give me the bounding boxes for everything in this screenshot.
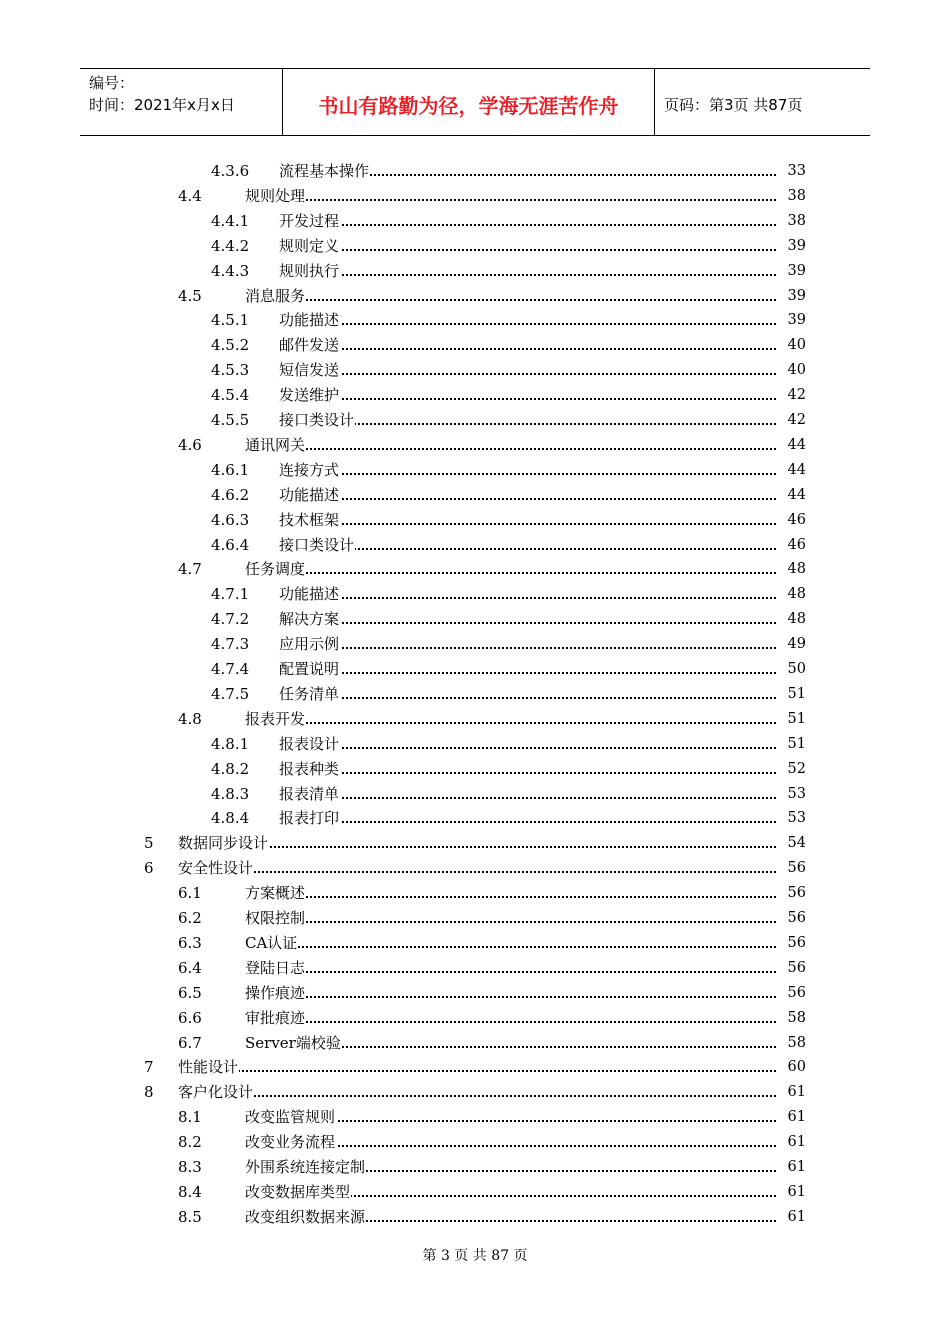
toc-entry-number: 4.7	[178, 560, 202, 578]
time-label: 时间：2021年x月x日	[89, 96, 235, 114]
toc-entry-page: 51	[787, 732, 806, 756]
toc-entry-title: 改变组织数据来源	[245, 1205, 366, 1229]
toc-entry[interactable]	[178, 1155, 806, 1179]
toc-dot-leader	[279, 657, 806, 681]
toc-entry-number: 8	[144, 1083, 154, 1101]
toc-entry-title: 任务调度	[245, 557, 306, 581]
toc-dot-leader	[178, 831, 806, 855]
toc-entry-number: 4.7.2	[211, 610, 250, 628]
toc-entry-title: 通讯网关	[245, 433, 306, 457]
toc-dot-leader	[279, 383, 806, 407]
toc-entry-title: 性能设计	[178, 1055, 239, 1079]
toc-entry-page: 61	[787, 1130, 806, 1154]
toc-entry-title: 配置说明	[279, 657, 340, 681]
toc-entry-number: 6.7	[178, 1034, 202, 1052]
toc-entry-page: 61	[787, 1155, 806, 1179]
toc-entry-number: 4.8.4	[211, 809, 250, 827]
toc-dot-leader	[279, 782, 806, 806]
toc-entry-page: 38	[787, 184, 806, 208]
toc-entry-title: 安全性设计	[178, 856, 254, 880]
toc-entry-page: 56	[787, 956, 806, 980]
toc-entry-number: 5	[144, 834, 154, 852]
toc-entry-title: 接口类设计	[279, 533, 355, 557]
toc-entry-page: 53	[787, 782, 806, 806]
toc-entry-title: 报表开发	[245, 707, 306, 731]
toc-entry-title: 任务清单	[279, 682, 340, 706]
toc-dot-leader	[279, 234, 806, 258]
toc-entry-page: 56	[787, 981, 806, 1005]
toc-dot-leader	[178, 1055, 806, 1079]
toc-entry-title: 客户化设计	[178, 1080, 254, 1104]
toc-entry[interactable]	[178, 1180, 806, 1204]
toc-entry-page: 46	[787, 533, 806, 557]
toc-entry-page: 44	[787, 483, 806, 507]
toc-entry-title: 外围系统连接定制	[245, 1155, 366, 1179]
toc-dot-leader	[279, 458, 806, 482]
toc-dot-leader	[279, 209, 806, 233]
toc-entry-number: 4.7.1	[211, 585, 250, 603]
toc-entry-title: 邮件发送	[279, 333, 340, 357]
toc-entry-page: 58	[787, 1031, 806, 1055]
toc-dot-leader	[245, 931, 806, 955]
toc-entry[interactable]	[178, 956, 806, 980]
toc-entry-number: 4.7.5	[211, 685, 250, 703]
toc-entry-title: 接口类设计	[279, 408, 355, 432]
toc-entry-page: 61	[787, 1105, 806, 1129]
toc-entry[interactable]	[211, 682, 806, 706]
toc-entry[interactable]	[178, 557, 806, 581]
toc-dot-leader	[279, 358, 806, 382]
page-footer: 第 3 页 共 87 页	[422, 1248, 528, 1264]
toc-entry-title: 功能描述	[279, 582, 340, 606]
toc-entry[interactable]	[211, 732, 806, 756]
toc-entry[interactable]	[144, 1080, 806, 1104]
toc-dot-leader	[279, 483, 806, 507]
toc-entry[interactable]	[178, 1105, 806, 1129]
toc-entry-title: 流程基本操作	[279, 159, 370, 183]
toc-entry-number: 4.4.1	[211, 212, 250, 230]
toc-entry-title: CA认证	[245, 931, 298, 955]
toc-entry[interactable]	[144, 831, 806, 855]
toc-entry-page: 48	[787, 582, 806, 606]
toc-entry-title: 权限控制	[245, 906, 306, 930]
toc-dot-leader	[279, 757, 806, 781]
toc-entry-page: 51	[787, 707, 806, 731]
toc-entry[interactable]	[178, 931, 806, 955]
toc-dot-leader	[245, 906, 806, 930]
toc-entry-number: 6.6	[178, 1009, 202, 1027]
toc-dot-leader	[279, 632, 806, 656]
toc-entry-number: 4.8.1	[211, 735, 250, 753]
toc-entry-title: 解决方案	[279, 607, 340, 631]
toc-entry-title: 报表种类	[279, 757, 340, 781]
toc-entry[interactable]	[211, 234, 806, 258]
toc-entry-page: 48	[787, 557, 806, 581]
toc-entry[interactable]	[178, 433, 806, 457]
toc-entry-title: 短信发送	[279, 358, 340, 382]
toc-entry-number: 6.4	[178, 959, 202, 977]
toc-dot-leader	[245, 433, 806, 457]
toc-entry-number: 6.1	[178, 884, 202, 902]
toc-entry[interactable]	[211, 458, 806, 482]
toc-entry[interactable]	[211, 159, 806, 183]
toc-entry-number: 4.5.4	[211, 386, 250, 404]
toc-entry-number: 4.6.1	[211, 461, 250, 479]
toc-dot-leader	[245, 881, 806, 905]
toc-entry-page: 56	[787, 931, 806, 955]
toc-entry[interactable]	[211, 582, 806, 606]
toc-entry-title: 规则执行	[279, 259, 340, 283]
header-motto: 书山有路勤为径，学海无涯苦作舟	[282, 69, 655, 135]
toc-entry-number: 4.4.3	[211, 262, 250, 280]
toc-entry-title: 登陆日志	[245, 956, 306, 980]
toc-entry-number: 4.5.5	[211, 411, 250, 429]
toc-entry-page: 50	[787, 657, 806, 681]
toc-entry-title: 消息服务	[245, 284, 306, 308]
toc-entry-number: 4.6.4	[211, 536, 250, 554]
toc-entry[interactable]	[211, 259, 806, 283]
toc-entry-title: 改变监管规则	[245, 1105, 336, 1129]
toc-entry-page: 40	[787, 358, 806, 382]
toc-entry-number: 4.8	[178, 710, 202, 728]
toc-entry-number: 4.5	[178, 287, 202, 305]
toc-entry-title: 功能描述	[279, 308, 340, 332]
toc-dot-leader	[245, 981, 806, 1005]
toc-entry-page: 33	[787, 159, 806, 183]
toc-dot-leader	[245, 956, 806, 980]
toc-entry-page: 60	[787, 1055, 806, 1079]
toc-entry-title: 发送维护	[279, 383, 340, 407]
toc-entry-number: 4.4	[178, 187, 202, 205]
toc-entry-title: 操作痕迹	[245, 981, 306, 1005]
toc-entry[interactable]	[211, 383, 806, 407]
toc-entry-number: 6.3	[178, 934, 202, 952]
toc-entry[interactable]	[211, 533, 806, 557]
toc-entry[interactable]	[211, 358, 806, 382]
toc-entry[interactable]	[211, 607, 806, 631]
toc-entry[interactable]	[211, 408, 806, 432]
toc-entry-number: 8.4	[178, 1183, 202, 1201]
toc-entry[interactable]	[178, 707, 806, 731]
toc-entry-page: 58	[787, 1006, 806, 1030]
toc-dot-leader	[279, 607, 806, 631]
toc-entry-title: 报表清单	[279, 782, 340, 806]
toc-dot-leader	[245, 1006, 806, 1030]
toc-entry[interactable]	[211, 333, 806, 357]
toc-dot-leader	[178, 856, 806, 880]
toc-dot-leader	[279, 806, 806, 830]
toc-entry-page: 54	[787, 831, 806, 855]
toc-entry-page: 53	[787, 806, 806, 830]
toc-entry-number: 6	[144, 859, 154, 877]
toc-entry-number: 8.2	[178, 1133, 202, 1151]
toc-entry[interactable]	[178, 184, 806, 208]
toc-entry[interactable]	[178, 981, 806, 1005]
toc-entry-title: 数据同步设计	[178, 831, 269, 855]
toc-entry-title: 方案概述	[245, 881, 306, 905]
toc-entry-page: 61	[787, 1205, 806, 1229]
toc-entry-number: 4.7.3	[211, 635, 250, 653]
toc-entry[interactable]	[144, 1055, 806, 1079]
toc-entry-number: 6.2	[178, 909, 202, 927]
toc-entry[interactable]	[211, 483, 806, 507]
toc-entry-title: 应用示例	[279, 632, 340, 656]
toc-entry-page: 44	[787, 433, 806, 457]
toc-entry-title: 规则处理	[245, 184, 306, 208]
toc-entry[interactable]	[144, 856, 806, 880]
toc-dot-leader	[279, 732, 806, 756]
toc-entry-page: 39	[787, 284, 806, 308]
toc-dot-leader	[279, 308, 806, 332]
toc-entry[interactable]	[211, 757, 806, 781]
toc-entry[interactable]	[178, 1205, 806, 1229]
page-header	[80, 68, 870, 136]
toc-entry-title: 规则定义	[279, 234, 340, 258]
toc-entry-page: 39	[787, 234, 806, 258]
toc-entry-number: 8.5	[178, 1208, 202, 1226]
toc-entry-number: 4.4.2	[211, 237, 250, 255]
toc-dot-leader	[279, 533, 806, 557]
toc-entry-page: 52	[787, 757, 806, 781]
toc-entry-number: 8.3	[178, 1158, 202, 1176]
toc-dot-leader	[279, 582, 806, 606]
toc-dot-leader	[245, 284, 806, 308]
toc-entry[interactable]	[178, 1031, 806, 1055]
toc-entry[interactable]	[211, 806, 806, 830]
toc-entry-title: 报表设计	[279, 732, 340, 756]
toc-entry-number: 4.6.2	[211, 486, 250, 504]
toc-dot-leader	[245, 707, 806, 731]
toc-entry-number: 4.8.2	[211, 760, 250, 778]
toc-entry-page: 56	[787, 881, 806, 905]
toc-entry[interactable]	[211, 657, 806, 681]
toc-entry[interactable]	[211, 508, 806, 532]
toc-entry-number: 7	[144, 1058, 154, 1076]
toc-dot-leader	[245, 557, 806, 581]
toc-entry-number: 4.6.3	[211, 511, 250, 529]
toc-entry-number: 4.6	[178, 436, 202, 454]
toc-entry-number: 4.8.3	[211, 785, 250, 803]
toc-dot-leader	[279, 259, 806, 283]
toc-entry-number: 4.5.2	[211, 336, 250, 354]
toc-entry[interactable]	[211, 209, 806, 233]
header-page-label: 页码：第3页 共87页	[664, 95, 803, 114]
toc-entry-page: 38	[787, 209, 806, 233]
toc-entry-page: 61	[787, 1180, 806, 1204]
toc-entry-page: 44	[787, 458, 806, 482]
toc-entry[interactable]	[211, 632, 806, 656]
serial-label: 编号：	[89, 74, 135, 92]
toc-entry[interactable]	[211, 782, 806, 806]
header-meta	[80, 69, 282, 135]
toc-dot-leader	[279, 682, 806, 706]
toc-entry-page: 48	[787, 607, 806, 631]
toc-entry-page: 56	[787, 856, 806, 880]
toc-entry-page: 51	[787, 682, 806, 706]
toc-entry-title: 开发过程	[279, 209, 340, 233]
toc-entry-number: 4.3.6	[211, 162, 250, 180]
toc-entry-title: 连接方式	[279, 458, 340, 482]
toc-dot-leader	[178, 1080, 806, 1104]
toc-entry-title: 报表打印	[279, 806, 340, 830]
toc-entry-page: 40	[787, 333, 806, 357]
toc-entry-page: 49	[787, 632, 806, 656]
toc-entry-title: 改变业务流程	[245, 1130, 336, 1154]
toc-dot-leader	[279, 333, 806, 357]
toc-entry-number: 4.5.3	[211, 361, 250, 379]
toc-entry-page: 56	[787, 906, 806, 930]
toc-entry-page: 46	[787, 508, 806, 532]
toc-entry[interactable]	[178, 1006, 806, 1030]
toc-dot-leader	[245, 184, 806, 208]
toc-entry-number: 8.1	[178, 1108, 202, 1126]
toc-entry-title: 改变数据库类型	[245, 1180, 351, 1204]
toc-entry-page: 42	[787, 383, 806, 407]
toc-entry-title: 技术框架	[279, 508, 340, 532]
toc-dot-leader	[279, 408, 806, 432]
toc-entry-number: 6.5	[178, 984, 202, 1002]
toc-entry-page: 39	[787, 259, 806, 283]
toc-entry[interactable]	[211, 308, 806, 332]
toc-entry-title: 审批痕迹	[245, 1006, 306, 1030]
toc-entry-page: 42	[787, 408, 806, 432]
toc-entry-number: 4.5.1	[211, 311, 250, 329]
toc-entry-page: 61	[787, 1080, 806, 1104]
toc-entry-page: 39	[787, 308, 806, 332]
toc-entry[interactable]	[178, 284, 806, 308]
toc-entry[interactable]	[178, 881, 806, 905]
toc-entry-title: 功能描述	[279, 483, 340, 507]
toc-entry-title: Server端校验	[245, 1031, 342, 1055]
toc-entry[interactable]	[178, 1130, 806, 1154]
toc-entry[interactable]	[178, 906, 806, 930]
toc-dot-leader	[279, 508, 806, 532]
toc-entry-number: 4.7.4	[211, 660, 250, 678]
